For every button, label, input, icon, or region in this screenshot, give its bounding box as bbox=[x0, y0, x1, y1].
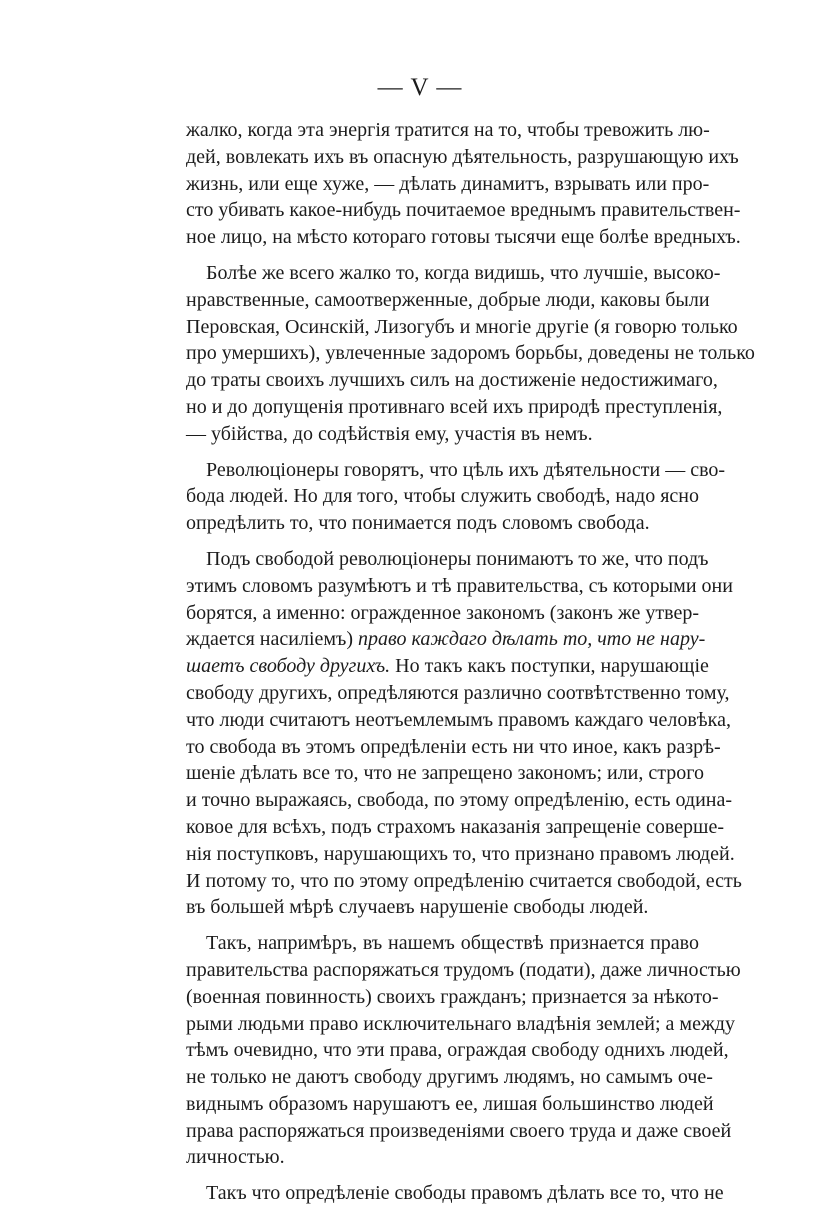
paragraph-p6 bbox=[186, 1180, 724, 1207]
paragraph-gap bbox=[186, 921, 699, 930]
paragraph-p5 bbox=[186, 930, 741, 1171]
text-line: что люди считаютъ неотъемлемымъ правомъ каждаго человѣка, bbox=[186, 708, 731, 731]
paragraph-p2 bbox=[186, 260, 755, 448]
text-line: ковое для всѣхъ, подъ страхомъ наказанія запрещеніе соверше- bbox=[186, 815, 724, 838]
text-line: то свобода въ этомъ опредѣленіи есть ни что иное, какъ разрѣ- bbox=[186, 735, 721, 758]
text-line: И потому то, что по этому опредѣленію считается свободой, есть bbox=[186, 869, 742, 892]
body-text bbox=[186, 117, 755, 1207]
text-line: Такъ, напримѣръ, въ нашемъ обществѣ признается право bbox=[206, 932, 699, 955]
text-line: бода людей. Но для того, чтобы служить свободѣ, надо ясно bbox=[186, 485, 699, 508]
text-line: Болѣе же всего жалко то, когда видишь, что лучшіе, высоко- bbox=[206, 261, 721, 284]
text-line: но и до допущенія противнаго всей ихъ природѣ преступленія, bbox=[186, 395, 723, 418]
text-line: Перовская, Осинскій, Лизогубъ и многіе другіе (я говорю только bbox=[186, 315, 738, 338]
paragraph-p1 bbox=[186, 117, 741, 251]
paragraph-p4 bbox=[186, 546, 742, 921]
text-line: Такъ что опредѣленіе свободы правомъ дѣлать все то, что не bbox=[206, 1182, 724, 1205]
text-line: ждается насиліемъ) право каждаго дѣлать то, что не нару- bbox=[186, 628, 706, 651]
text-line: тѣмъ очевидно, что эти права, ограждая свободу однихъ людей, bbox=[186, 1039, 729, 1062]
text-line: не только не даютъ свободу другимъ людямъ, но самымъ оче- bbox=[186, 1066, 713, 1089]
italic-emphasis: право каждаго дѣлать то, что не нару- bbox=[358, 628, 706, 651]
text-line: свободу другихъ, опредѣляются различно соотвѣтственно тому, bbox=[186, 681, 730, 704]
text-line: нія поступковъ, нарушающихъ то, что признано правомъ людей. bbox=[186, 842, 735, 865]
paragraph-p3 bbox=[186, 457, 726, 537]
text-line: Революціонеры говорятъ, что цѣль ихъ дѣятельности — сво- bbox=[206, 458, 726, 481]
text-line: этимъ словомъ разумѣютъ и тѣ правительства, съ которыми они bbox=[186, 574, 733, 597]
text-line: до траты своихъ лучшихъ силъ на достиженіе недостижимаго, bbox=[186, 369, 718, 392]
paragraph-gap bbox=[186, 251, 699, 260]
text-line: жизнь, или еще хуже, — дѣлать динамитъ, взрывать или про- bbox=[186, 172, 710, 195]
text-line: шеніе дѣлать все то, что не запрещено закономъ; или, строго bbox=[186, 762, 704, 785]
text-line: и точно выражаясь, свобода, по этому опредѣленію, есть одина- bbox=[186, 789, 733, 812]
page-number-header: — V — bbox=[377, 74, 463, 101]
text-line: права распоряжаться произведеніями своего труда и даже своей bbox=[186, 1119, 732, 1142]
text-line: дей, вовлекать ихъ въ опасную дѣятельность, разрушающую ихъ bbox=[186, 145, 739, 168]
text-line: виднымъ образомъ нарушаютъ ее, лишая большинство людей bbox=[186, 1092, 714, 1115]
text-line: правительства распоряжаться трудомъ (подати), даже личностью bbox=[186, 958, 741, 981]
text-line: опредѣлить то, что понимается подъ словомъ свобода. bbox=[186, 512, 650, 535]
text-line: жалко, когда эта энергія тратится на то, чтобы тревожить лю- bbox=[186, 119, 710, 141]
paragraph-gap bbox=[186, 1171, 699, 1180]
text-line: нравственные, самоотверженные, добрые люди, каковы были bbox=[186, 288, 710, 311]
text-line: шаетъ свободу другихъ. Но такъ какъ поступки, нарушающіе bbox=[186, 655, 709, 678]
paragraph-gap bbox=[186, 537, 699, 546]
text-line: въ большей мѣрѣ случаевъ нарушеніе свободы людей. bbox=[186, 896, 649, 919]
text-line: рыми людьми право исключительнаго владѣнія землей; а между bbox=[186, 1012, 735, 1035]
paragraph-gap bbox=[186, 448, 699, 457]
text-line: сто убивать какое-нибудь почитаемое вреднымъ правительствен- bbox=[186, 199, 741, 222]
text-line: ное лицо, на мѣсто котораго готовы тысячи еще болѣе вредныхъ. bbox=[186, 226, 741, 249]
text-line: Подъ свободой революціонеры понимаютъ то же, что подъ bbox=[206, 547, 709, 570]
text-line: — убійства, до содѣйствія ему, участія въ немъ. bbox=[186, 422, 593, 445]
text-line: борятся, а именно: огражденное закономъ (законъ же утвер- bbox=[186, 601, 700, 624]
text-line: личностью. bbox=[186, 1146, 285, 1169]
text-line: про умершихъ), увлеченные задоромъ борьбы, доведены не только bbox=[186, 342, 755, 365]
italic-emphasis: шаетъ свободу другихъ. bbox=[186, 655, 391, 678]
text-line: (военная повинность) своихъ гражданъ; признается за нѣкото- bbox=[186, 985, 719, 1008]
